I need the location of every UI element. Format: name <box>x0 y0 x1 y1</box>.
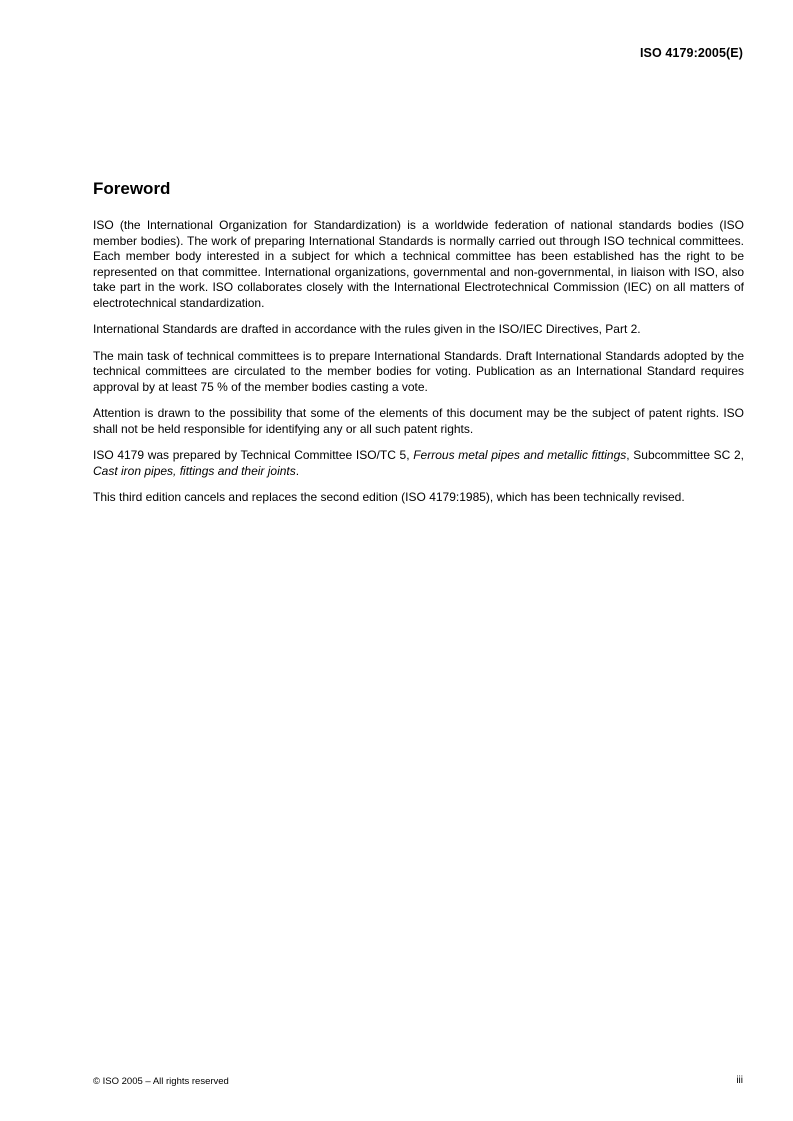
paragraph-technical-committees: The main task of technical committees is to prepare International Standards. Draft International Standards adopted by the technical committees are circulated to the member bodies for voting. Publication as an International Standard requires approval by at least 75 % of the member bodies casting a vote. <box>93 348 744 394</box>
period: . <box>295 463 300 478</box>
subcommittee-text: , Subcommittee SC 2, <box>626 448 744 462</box>
paragraph-prepared-by <box>93 448 744 479</box>
paragraph-directives: International Standards are drafted in accordance with the rules given in the ISO/IEC Directives, Part 2. <box>93 322 641 336</box>
committee-name: Ferrous metal pipes and metallic fittings <box>413 448 627 462</box>
foreword-section <box>93 179 744 517</box>
paragraph-iso-overview: ISO (the International Organization for Standardization) is a worldwide federation of national standards bodies (ISO member bodies). The work of preparing International Standards is normally carried out through ISO technical committees. Each member body interested in a subject for which a technical committee has been established has the right to be represented on that committee. International organizations, governmental and non-governmental, in liaison with ISO, also take part in the work. ISO collaborates closely with the International Electrotechnical Commission (IEC) on all matters of electrotechnical standardization. <box>93 218 744 310</box>
subcommittee-name: Cast iron pipes, fittings and their joints <box>93 463 296 478</box>
foreword-title: Foreword <box>93 179 171 198</box>
copyright-notice: © ISO 2005 – All rights reserved <box>93 1076 229 1087</box>
page-number: iii <box>736 1075 743 1086</box>
document-reference: ISO 4179:2005(E) <box>639 46 743 60</box>
paragraph-patent-rights: Attention is drawn to the possibility that some of the elements of this document may be the subject of patent rights. ISO shall not be held responsible for identifying any or all such patent rights. <box>93 406 744 436</box>
prepared-by-text: ISO 4179 was prepared by Technical Committee ISO/TC 5, <box>93 448 414 462</box>
paragraph-edition: This third edition cancels and replaces the second edition (ISO 4179:1985), which has been technically revised. <box>93 490 685 504</box>
